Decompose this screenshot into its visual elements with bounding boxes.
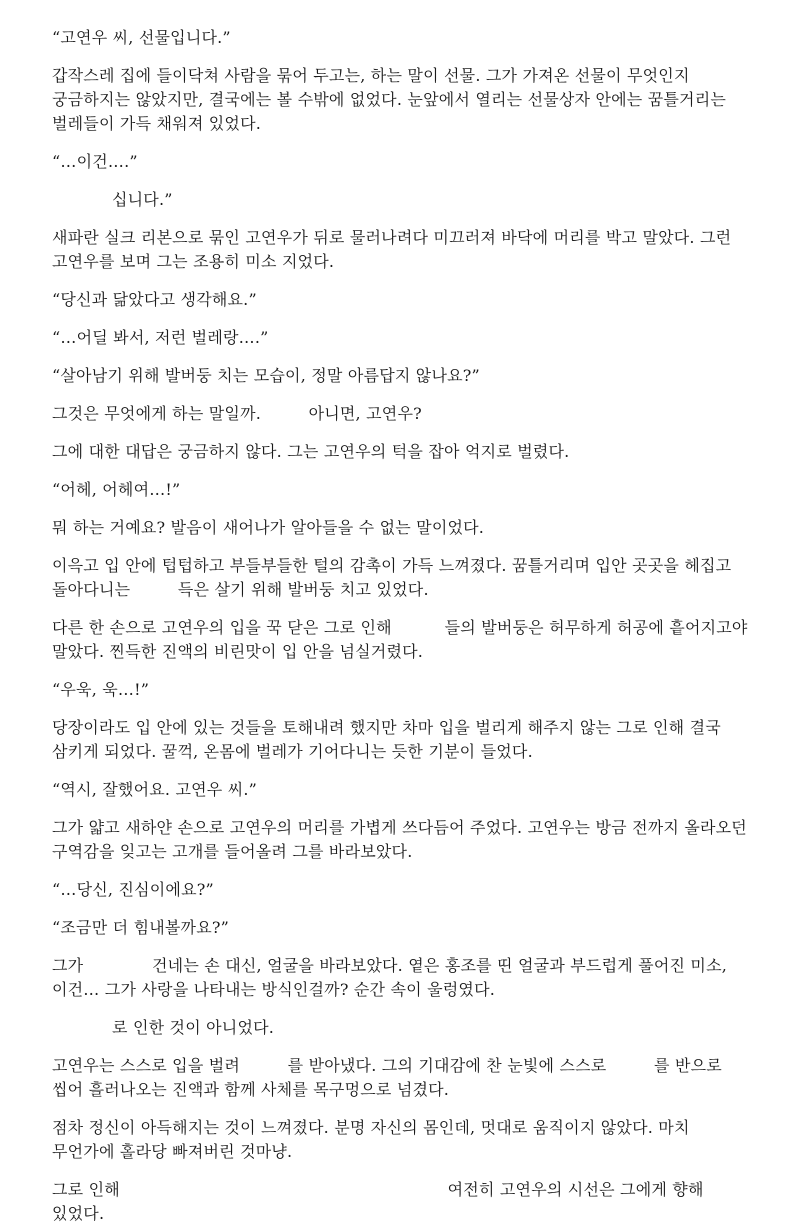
dialog-line: “고연우 씨, 선물입니다.” bbox=[52, 28, 231, 47]
narration-paragraph: 그가 건네는 손 대신, 얼굴을 바라보았다. 옅은 홍조를 띤 얼굴과 부드럽게 풀어진 미소, 이건… 그가 사랑을 나타내는 방식인걸까? 순간 속이 울렁였다. bbox=[52, 956, 733, 999]
dialog-line: 십니다.” bbox=[112, 190, 173, 209]
dialog-line: “조금만 더 힘내볼까요?” bbox=[52, 918, 230, 937]
narration-paragraph: 로 인한 것이 아니었다. bbox=[112, 1018, 275, 1037]
dialog-line: “…이건….” bbox=[52, 152, 138, 171]
narration-paragraph: 점차 정신이 아득해지는 것이 느껴졌다. 분명 자신의 몸인데, 멋대로 움직이지 않았다. 마치 무언가에 홀라당 빠져버린 것마냥. bbox=[52, 1118, 695, 1161]
dialog-line: “…어딜 봐서, 저런 벌레랑….” bbox=[52, 328, 269, 347]
dialog-line: “우욱, 욱…!” bbox=[52, 680, 150, 699]
narration-paragraph: 그것은 무엇에게 하는 말일까. 아니면, 고연우? bbox=[52, 404, 422, 423]
narration-paragraph: 새파란 실크 리본으로 묶인 고연우가 뒤로 물러나려다 미끄러져 바닥에 머리를 박고 말았다. 그런 고연우를 보며 그는 조용히 미소 지었다. bbox=[52, 228, 737, 271]
narration-paragraph: 다른 한 손으로 고연우의 입을 꾹 닫은 그로 인해 들의 발버둥은 허무하게 허공에 흩어지고야 말았다. 찐득한 진액의 비린맛이 입 안을 넘실거렸다. bbox=[52, 618, 753, 661]
narration-paragraph: 갑작스레 집에 들이닥쳐 사람을 묶어 두고는, 하는 말이 선물. 그가 가져온 선물이 무엇인지 궁금하지는 않았지만, 결국에는 볼 수밖에 없었다. 눈앞에서 열리는 선물상자 안에는 꿈틀거리는 벌레들이 가득 채워져 있었다. bbox=[52, 66, 732, 133]
narration-paragraph: 그가 얇고 새하얀 손으로 고연우의 머리를 가볍게 쓰다듬어 주었다. 고연우는 방금 전까지 올라오던 구역감을 잊고는 고개를 들어올려 그를 바라보았다. bbox=[52, 818, 753, 861]
narration-paragraph: 그로 인해 여전히 고연우의 시선은 그에게 향해 있었다. bbox=[52, 1180, 709, 1223]
dialog-line: “…당신, 진심이에요?” bbox=[52, 880, 214, 899]
dialog-line: “역시, 잘했어요. 고연우 씨.” bbox=[52, 780, 258, 799]
narration-paragraph: 당장이라도 입 안에 있는 것들을 토해내려 했지만 차마 입을 벌리게 해주지 않는 그로 인해 결국 삼키게 되었다. 꿀꺽, 온몸에 벌레가 기어다니는 듯한 기분이 들었다. bbox=[52, 718, 727, 761]
narration-paragraph: 이윽고 입 안에 텁텁하고 부들부들한 털의 감촉이 가득 느껴졌다. 꿈틀거리며 입안 곳곳을 헤집고 돌아다니는 득은 살기 위해 발버둥 치고 있었다. bbox=[52, 556, 737, 599]
dialog-line: “살아남기 위해 발버둥 치는 모습이, 정말 아름답지 않나요?” bbox=[52, 366, 480, 385]
dialog-line: “어헤, 어헤여…!” bbox=[52, 480, 181, 499]
story-text bbox=[52, 26, 752, 1226]
dialog-line: “당신과 닮았다고 생각해요.” bbox=[52, 290, 257, 309]
narration-paragraph: 고연우는 스스로 입을 벌려 를 받아냈다. 그의 기대감에 찬 눈빛에 스스로 를 반으로 씹어 흘러나오는 진액과 함께 사체를 목구멍으로 넘겼다. bbox=[52, 1056, 728, 1099]
narration-paragraph: 그에 대한 대답은 궁금하지 않다. 그는 고연우의 턱을 잡아 억지로 벌렸다. bbox=[52, 442, 570, 461]
narration-paragraph: 뭐 하는 거예요? 발음이 새어나가 알아들을 수 없는 말이었다. bbox=[52, 518, 485, 537]
